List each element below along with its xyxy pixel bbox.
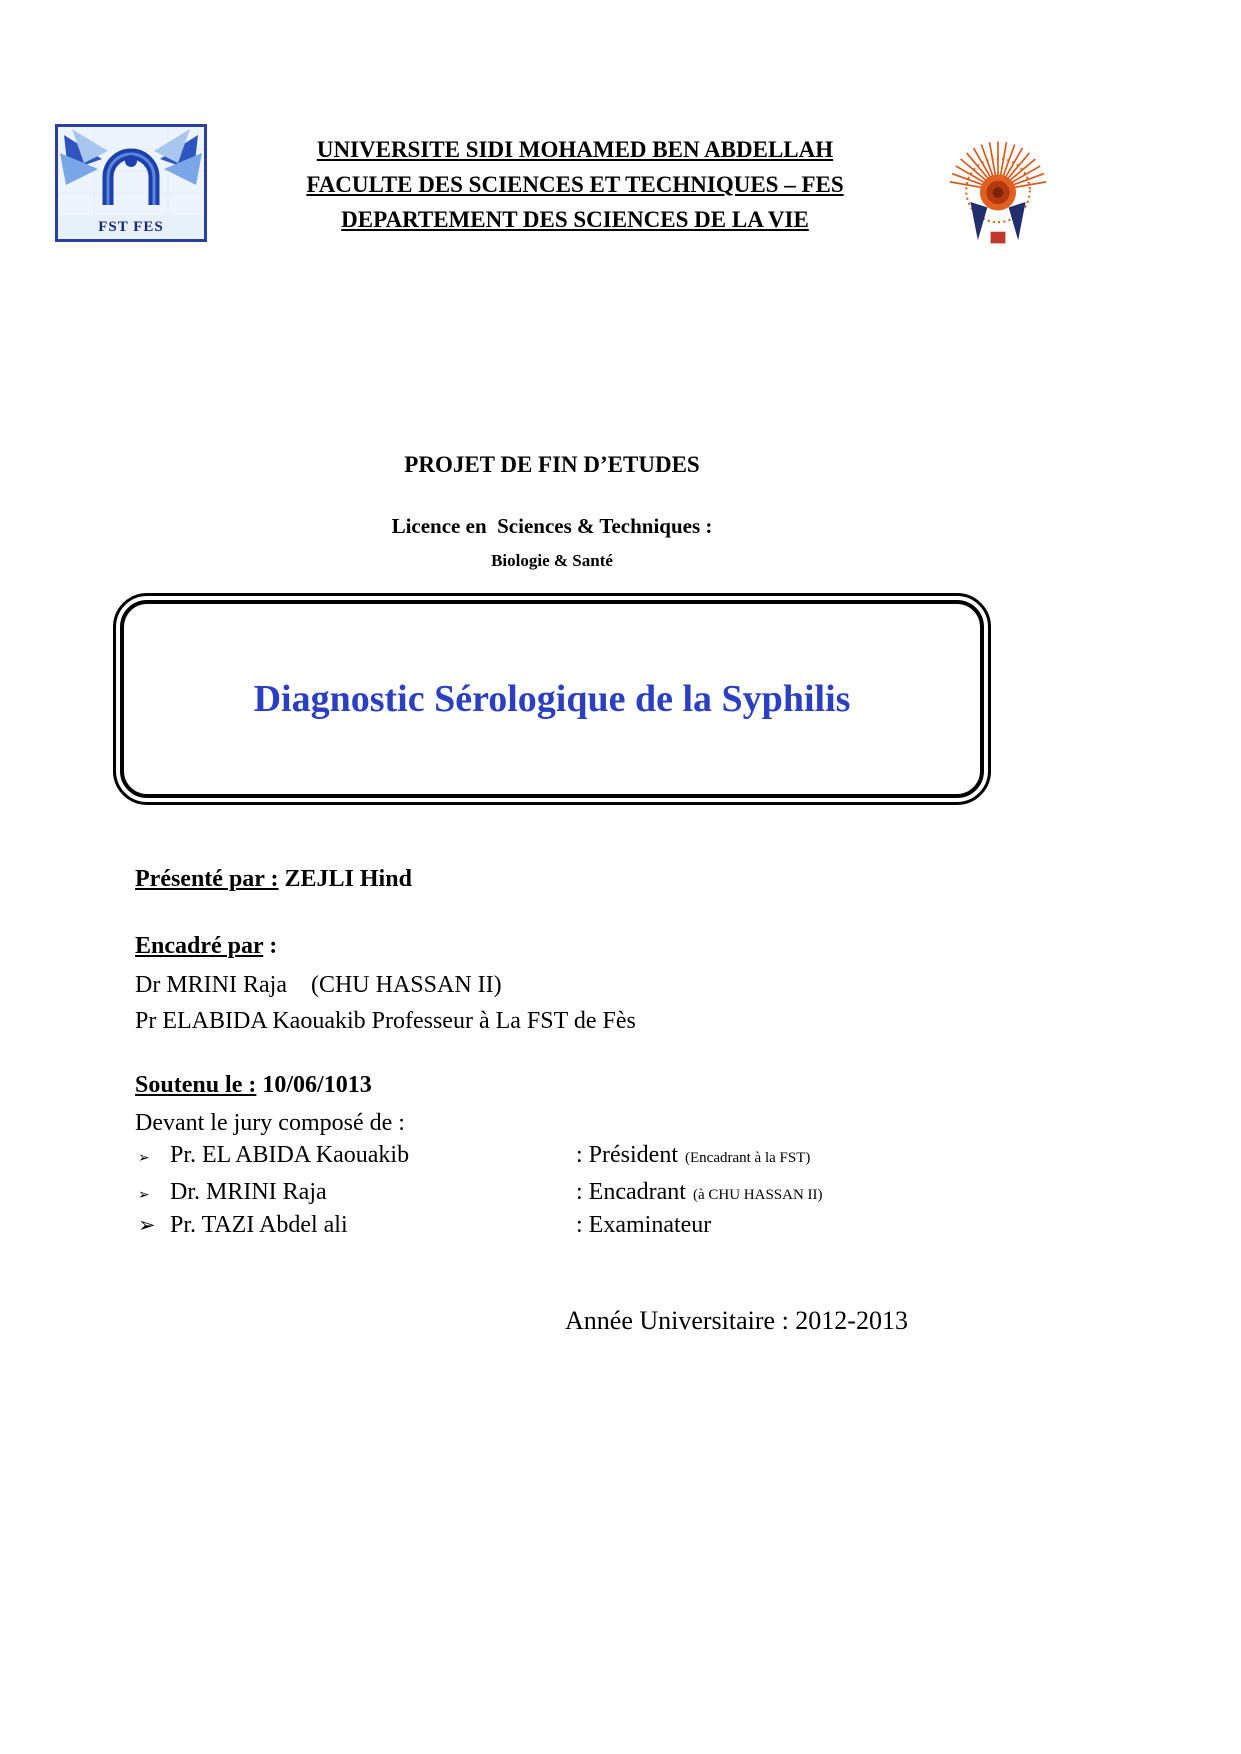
jury-member-role: : Président [576, 1142, 678, 1168]
supervisor-line-2: Pr ELABIDA Kaouakib Professeur à La FST de Fès [135, 1008, 636, 1034]
university-seal-logo [933, 132, 1063, 254]
main-title: Diagnostic Sérologique de la Syphilis [253, 678, 851, 720]
jury-member-name: Pr. EL ABIDA Kaouakib [170, 1142, 410, 1168]
header-line-university: UNIVERSITE SIDI MOHAMED BEN ABDELLAH [316, 137, 834, 162]
jury-bullet-icon: ➢ [138, 1213, 156, 1237]
jury-member-name: Dr. MRINI Raja [170, 1179, 327, 1205]
university-header [240, 132, 910, 237]
jury-member-note: (Encadrant à la FST) [685, 1150, 811, 1166]
supervisor-line-1: Dr MRINI Raja (CHU HASSAN II) [135, 972, 502, 998]
specialty-line: Biologie & Santé [491, 551, 613, 570]
jury-member-note: (à CHU HASSAN II) [692, 1187, 823, 1203]
degree-line: Licence en Sciences & Techniques : [391, 514, 713, 538]
jury-row [138, 1142, 1058, 1169]
jury-heading: Devant le jury composé de : [135, 1110, 405, 1136]
fst-fes-logo [55, 124, 207, 242]
jury-bullet-icon: ➢ [138, 1188, 150, 1203]
supervised-by-colon: : [263, 933, 278, 959]
defense-label: Soutenu le : [135, 1072, 257, 1098]
supervised-by-label: Encadré par [135, 933, 264, 959]
jury-row [138, 1212, 1058, 1239]
fst-fes-logo-label: FST FES [58, 215, 204, 239]
jury-row [138, 1179, 1058, 1206]
jury-member-role: : Examinateur [576, 1212, 712, 1238]
presented-by-name: ZEJLI Hind [284, 866, 412, 892]
presented-by-line [135, 866, 412, 893]
jury-member-name: Pr. TAZI Abdel ali [170, 1212, 348, 1238]
presented-by-label: Présenté par : [135, 866, 279, 892]
jury-member-role: : Encadrant [576, 1179, 686, 1205]
fst-fes-logo-art [58, 127, 204, 215]
jury-bullet-icon: ➢ [138, 1151, 150, 1166]
defense-date: 10/06/1013 [262, 1072, 372, 1098]
supervised-by-line [135, 933, 277, 960]
academic-year: Année Universitaire : 2012-2013 [565, 1306, 908, 1335]
header-line-department: DEPARTEMENT DES SCIENCES DE LA VIE [341, 207, 809, 232]
header-line-faculty: FACULTE DES SCIENCES ET TECHNIQUES – FES [306, 172, 844, 197]
title-box-inner [120, 600, 984, 798]
title-box [113, 593, 991, 805]
defense-date-line [135, 1072, 372, 1099]
project-heading: PROJET DE FIN D’ETUDES [404, 452, 700, 477]
university-seal-art [933, 132, 1063, 254]
